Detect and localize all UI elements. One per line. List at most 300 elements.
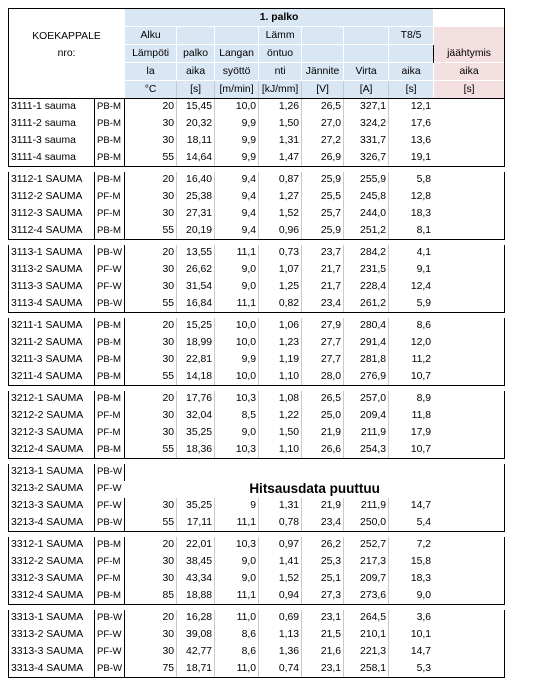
position-code: PF-W	[95, 498, 125, 515]
value-cell: 1,52	[259, 206, 302, 223]
value-cell: 8,9	[389, 391, 434, 408]
value-cell: 11,1	[215, 296, 259, 313]
jaahtymis-cell	[434, 442, 505, 459]
table-row	[9, 464, 505, 481]
value-cell: 1,10	[259, 369, 302, 386]
value-cell: 18,3	[410, 208, 432, 219]
value-cell: 264,5	[344, 610, 389, 627]
value-cell: 23,4	[302, 296, 344, 313]
value-cell: 1,26	[259, 99, 302, 116]
position-code: PF-M	[95, 189, 125, 206]
value-cell: 1,50	[259, 425, 302, 442]
value-cell: 9,4	[215, 223, 259, 240]
position-code: PF-M	[95, 554, 125, 571]
value-cell: 0,73	[259, 245, 302, 262]
specimen-name: 3212-3 SAUMA	[9, 425, 95, 442]
table-row	[9, 262, 505, 279]
jaahtymis-cell	[434, 335, 505, 352]
specimen-name: 3112-1 SAUMA	[9, 172, 95, 189]
value-cell: 27,31	[177, 206, 215, 223]
koekappale-label: KOEKAPPALE	[32, 30, 101, 42]
position-code: PB-W	[95, 296, 125, 313]
value-cell: 15,45	[177, 99, 215, 116]
value-cell: 228,4	[344, 279, 389, 296]
value-cell: 30	[125, 335, 177, 352]
position-code: PF-W	[95, 644, 125, 661]
value-cell: 1,52	[259, 571, 302, 588]
value-cell: 55	[125, 223, 177, 240]
table-row	[9, 610, 505, 627]
value-cell: 211,9	[344, 498, 389, 515]
position-code: PB-M	[95, 99, 125, 116]
value-cell: 244,0	[344, 206, 389, 223]
value-cell: 20	[125, 391, 177, 408]
value-cell: 209,4	[344, 408, 389, 425]
value-cell: 16,84	[177, 296, 215, 313]
value-cell: 26,6	[302, 442, 344, 459]
col-lamm-1: Lämm	[259, 27, 302, 45]
jaahtymis-cell	[434, 116, 505, 133]
value-cell: 1,31	[259, 498, 302, 515]
value-cell: 251,2	[344, 223, 389, 240]
value-cell: 30	[125, 352, 177, 369]
table-row	[9, 661, 505, 678]
value-cell: 13,6	[410, 135, 432, 146]
value-cell: 55	[125, 442, 177, 459]
col-palko-2: aika	[177, 63, 215, 81]
position-code: PB-M	[95, 133, 125, 150]
col-langan-2: syöttö	[215, 63, 259, 81]
value-cell: 1,08	[259, 391, 302, 408]
value-cell: 22,01	[177, 537, 215, 554]
value-cell: 26,2	[302, 537, 344, 554]
value-cell: 25,7	[302, 206, 344, 223]
table-row	[9, 150, 505, 167]
value-cell: 0,82	[259, 296, 302, 313]
value-cell: 261,2	[344, 296, 389, 313]
table-header	[9, 9, 505, 99]
value-cell: 15,8	[410, 556, 432, 567]
value-cell: 30	[125, 262, 177, 279]
table-row	[9, 554, 505, 571]
value-cell: 18,88	[177, 588, 215, 605]
table-row	[9, 335, 505, 352]
value-cell: 26,5	[302, 391, 344, 408]
value-cell: 326,7	[344, 150, 389, 167]
specimen-name: 3111-1 sauma	[9, 99, 95, 116]
value-cell: 55	[125, 296, 177, 313]
value-cell: 0,96	[259, 223, 302, 240]
koekappale-header	[9, 9, 125, 81]
value-cell: 27,2	[302, 133, 344, 150]
value-cell: 27,9	[302, 318, 344, 335]
value-cell: 26,9	[302, 150, 344, 167]
position-code: PB-W	[95, 610, 125, 627]
specimen-name: 3113-1 SAUMA	[9, 245, 95, 262]
table-row	[9, 644, 505, 661]
value-cell: 7,2	[389, 537, 434, 554]
value-cell: 1,07	[259, 262, 302, 279]
value-cell: 11,2	[411, 354, 432, 365]
value-cell: 26,62	[177, 262, 215, 279]
col-alku-3: la	[125, 63, 177, 81]
specimen-name: 3312-4 SAUMA	[9, 588, 95, 605]
table-row	[9, 279, 505, 296]
table-row	[9, 498, 505, 515]
value-cell: 55	[125, 515, 177, 532]
value-cell: 4,1	[389, 245, 434, 262]
jaahtymis-cell	[434, 245, 505, 262]
value-cell: 20	[125, 99, 177, 116]
position-code: PB-M	[95, 369, 125, 386]
value-cell: 9,0	[215, 262, 259, 279]
value-cell: 210,1	[344, 627, 389, 644]
specimen-name: 3212-1 SAUMA	[9, 391, 95, 408]
specimen-name: 3113-2 SAUMA	[9, 262, 95, 279]
value-cell: 9,4	[215, 189, 259, 206]
value-cell: 211,9	[344, 425, 389, 442]
value-cell: 25,9	[302, 223, 344, 240]
jaahtymis-cell	[434, 223, 505, 240]
value-cell: 1,41	[259, 554, 302, 571]
value-cell: 16,40	[177, 172, 215, 189]
value-cell: 23,4	[302, 515, 344, 532]
jaahtymis-cell	[434, 150, 505, 167]
specimen-name: 3211-2 SAUMA	[9, 335, 95, 352]
value-cell: 1,27	[259, 189, 302, 206]
value-cell: 1,06	[259, 318, 302, 335]
weld-data-sheet	[8, 8, 505, 678]
group-title: 1. palko	[125, 9, 434, 27]
specimen-name: 3113-3 SAUMA	[9, 279, 95, 296]
position-code: PF-M	[95, 571, 125, 588]
value-cell: 9,4	[215, 206, 259, 223]
value-cell: 85	[125, 588, 177, 605]
table-row	[9, 425, 505, 442]
col-jaahtymis-2: aika	[434, 63, 505, 81]
jaahtymis-cell	[434, 571, 505, 588]
table-row	[9, 588, 505, 605]
specimen-name: 3211-3 SAUMA	[9, 352, 95, 369]
jaahtymis-cell	[434, 369, 505, 386]
value-cell: 20,19	[177, 223, 215, 240]
value-cell: 11,1	[215, 515, 259, 532]
value-cell: 231,5	[344, 262, 389, 279]
unit-a: [A]	[344, 81, 389, 99]
col-t85-1: T8/5	[389, 27, 434, 45]
specimen-name: 3312-3 SAUMA	[9, 571, 95, 588]
value-cell: 10,0	[215, 318, 259, 335]
position-code: PB-M	[95, 223, 125, 240]
position-code: PB-M	[95, 537, 125, 554]
specimen-name: 3213-2 SAUMA	[9, 481, 95, 498]
col-t85-2: aika	[389, 63, 434, 81]
value-cell: 39,08	[177, 627, 215, 644]
value-cell: 14,18	[177, 369, 215, 386]
table-row	[9, 537, 505, 554]
col-alku-2: Lämpöti	[125, 45, 177, 63]
value-cell: 3,6	[389, 610, 434, 627]
value-cell: 43,34	[177, 571, 215, 588]
value-cell: 17,76	[177, 391, 215, 408]
table-row	[9, 408, 505, 425]
value-cell: 8,5	[215, 408, 259, 425]
value-cell: 30	[125, 116, 177, 133]
value-cell: 209,7	[344, 571, 389, 588]
jaahtymis-cell	[434, 661, 505, 678]
value-cell: 10,7	[389, 442, 434, 459]
value-cell: 16,28	[177, 610, 215, 627]
value-cell: 23,7	[302, 245, 344, 262]
value-cell: 10,3	[215, 442, 259, 459]
value-cell: 9,9	[215, 133, 259, 150]
value-cell: 8,6	[215, 627, 259, 644]
jaahtymis-cell	[434, 498, 505, 515]
value-cell: 25,5	[302, 189, 344, 206]
value-cell: 21,9	[302, 498, 344, 515]
jaahtymis-cell	[434, 189, 505, 206]
table-body	[9, 99, 505, 678]
jaahtymis-cell	[434, 554, 505, 571]
value-cell: 324,2	[344, 116, 389, 133]
value-cell: 0,94	[259, 588, 302, 605]
value-cell: 27,3	[302, 588, 344, 605]
position-code: PB-W	[95, 515, 125, 532]
specimen-name: 3111-3 sauma	[9, 133, 95, 150]
position-code: PF-W	[95, 627, 125, 644]
specimen-name: 3313-3 SAUMA	[9, 644, 95, 661]
specimen-name: 3213-4 SAUMA	[9, 515, 95, 532]
table-row	[9, 99, 505, 116]
value-cell: 14,64	[177, 150, 215, 167]
value-cell: 42,77	[177, 644, 215, 661]
value-cell: 19,1	[389, 150, 434, 167]
value-cell: 1,13	[259, 627, 302, 644]
position-code: PB-W	[95, 661, 125, 678]
col-jaahtymis-1: jäähtymis	[434, 27, 505, 63]
value-cell: 21,7	[302, 279, 344, 296]
value-cell: 13,55	[177, 245, 215, 262]
value-cell: 9,1	[416, 264, 432, 275]
value-cell: 0,69	[259, 610, 302, 627]
position-code: PB-M	[95, 172, 125, 189]
value-cell: 284,2	[344, 245, 389, 262]
value-cell: 9,0	[215, 571, 259, 588]
value-cell: 20,32	[177, 116, 215, 133]
table-row	[9, 296, 505, 313]
value-cell: 22,81	[177, 352, 215, 369]
position-code: PB-M	[95, 352, 125, 369]
value-cell: 0,97	[259, 537, 302, 554]
value-cell: 18,3	[410, 573, 432, 584]
specimen-name: 3213-1 SAUMA	[9, 464, 95, 481]
value-cell: 17,6	[410, 118, 432, 129]
position-code: PF-M	[95, 425, 125, 442]
specimen-name: 3112-2 SAUMA	[9, 189, 95, 206]
col-virta: Virta	[344, 63, 389, 81]
jaahtymis-cell	[434, 610, 505, 627]
jaahtymis-cell	[434, 262, 505, 279]
specimen-name: 3313-4 SAUMA	[9, 661, 95, 678]
position-code: PB-W	[95, 464, 125, 481]
value-cell: 30	[125, 206, 177, 223]
value-cell: 217,3	[344, 554, 389, 571]
table-row	[9, 116, 505, 133]
value-cell: 1,36	[259, 644, 302, 661]
specimen-name: 3113-4 SAUMA	[9, 296, 95, 313]
value-cell: 221,3	[344, 644, 389, 661]
value-cell: 281,8	[344, 352, 389, 369]
value-cell: 280,4	[344, 318, 389, 335]
value-cell: 55	[125, 150, 177, 167]
table-row	[9, 571, 505, 588]
value-cell: 30	[125, 425, 177, 442]
value-cell: 26,5	[302, 99, 344, 116]
value-cell: 10,0	[215, 369, 259, 386]
value-cell: 21,7	[302, 262, 344, 279]
value-cell: 5,8	[389, 172, 434, 189]
value-cell: 8,6	[389, 318, 434, 335]
jaahtymis-cell	[434, 279, 505, 296]
value-cell: 30	[125, 133, 177, 150]
weld-data-table	[8, 8, 505, 678]
value-cell: 8,1	[389, 223, 434, 240]
value-cell: 11,8	[411, 410, 432, 421]
jaahtymis-cell	[434, 206, 505, 223]
value-cell: 1,31	[259, 133, 302, 150]
value-cell: 9	[215, 498, 259, 515]
value-cell: 30	[125, 571, 177, 588]
value-cell: 30	[125, 554, 177, 571]
table-row	[9, 442, 505, 459]
value-cell: 1,47	[259, 150, 302, 167]
value-cell: 5,9	[389, 296, 434, 313]
table-row	[9, 369, 505, 386]
value-cell: 25,1	[302, 571, 344, 588]
value-cell: 1,25	[259, 279, 302, 296]
value-cell: 17,11	[177, 515, 215, 532]
position-code: PB-M	[95, 391, 125, 408]
col-langan-1: Langan	[215, 45, 259, 63]
value-cell: 21,9	[302, 425, 344, 442]
value-cell: 31,54	[177, 279, 215, 296]
jaahtymis-cell	[434, 515, 505, 532]
col-alku-1: Alku	[125, 27, 177, 45]
table-row	[9, 515, 505, 532]
table-row	[9, 352, 505, 369]
value-cell: 21,6	[302, 644, 344, 661]
value-cell: 10,7	[389, 369, 434, 386]
specimen-name: 3312-1 SAUMA	[9, 537, 95, 554]
jaahtymis-cell	[434, 318, 505, 335]
position-code: PF-W	[95, 481, 125, 498]
value-cell: 250,0	[344, 515, 389, 532]
table-row	[9, 245, 505, 262]
value-cell: 254,3	[344, 442, 389, 459]
specimen-name: 3312-2 SAUMA	[9, 554, 95, 571]
value-cell: 291,4	[344, 335, 389, 352]
value-cell: 25,3	[302, 554, 344, 571]
value-cell: 9,0	[215, 425, 259, 442]
value-cell: 12,0	[410, 337, 432, 348]
position-code: PF-M	[95, 408, 125, 425]
value-cell: 18,71	[177, 661, 215, 678]
value-cell: 20	[125, 172, 177, 189]
value-cell: 11,1	[215, 245, 259, 262]
value-cell: 9,0	[215, 554, 259, 571]
value-cell: 10,0	[215, 99, 259, 116]
table-row	[9, 391, 505, 408]
col-jannite: Jännite	[302, 63, 344, 81]
value-cell: 276,9	[344, 369, 389, 386]
value-cell: 10,3	[215, 537, 259, 554]
value-cell: 32,04	[177, 408, 215, 425]
value-cell: 23,1	[302, 661, 344, 678]
value-cell: 273,6	[344, 588, 389, 605]
value-cell: 1,22	[259, 408, 302, 425]
position-code: PB-W	[95, 245, 125, 262]
specimen-name: 3313-1 SAUMA	[9, 610, 95, 627]
value-cell: 27,7	[302, 352, 344, 369]
value-cell: 30	[125, 408, 177, 425]
value-cell: 0,87	[259, 172, 302, 189]
value-cell: 14,7	[410, 646, 432, 657]
specimen-name: 3211-4 SAUMA	[9, 369, 95, 386]
position-code: PB-M	[95, 150, 125, 167]
value-cell: 17,9	[410, 427, 432, 438]
value-cell: 5,4	[389, 515, 434, 532]
table-row	[9, 206, 505, 223]
col-lamm-3: nti	[259, 63, 302, 81]
value-cell: 20	[125, 610, 177, 627]
specimen-name: 3111-2 sauma	[9, 116, 95, 133]
position-code: PB-M	[95, 335, 125, 352]
specimen-name: 3313-2 SAUMA	[9, 627, 95, 644]
table-row	[9, 133, 505, 150]
value-cell: 28,0	[302, 369, 344, 386]
jaahtymis-cell	[434, 296, 505, 313]
value-cell: 10,3	[215, 391, 259, 408]
value-cell: 20	[125, 537, 177, 554]
value-cell: 25,38	[177, 189, 215, 206]
value-cell: 9,9	[215, 352, 259, 369]
specimen-name: 3211-1 SAUMA	[9, 318, 95, 335]
specimen-name: 3212-4 SAUMA	[9, 442, 95, 459]
jaahtymis-cell	[434, 408, 505, 425]
value-cell: 1,50	[259, 116, 302, 133]
value-cell: 12,1	[389, 99, 434, 116]
position-code: PB-M	[95, 442, 125, 459]
value-cell: 1,23	[259, 335, 302, 352]
value-cell: 9,0	[389, 588, 434, 605]
missing-data-notice: Hitsausdata puuttuu	[125, 464, 505, 498]
position-code: PB-M	[95, 116, 125, 133]
unit-s-t85: [s]	[389, 81, 434, 99]
value-cell: 35,25	[177, 425, 215, 442]
value-cell: 12,8	[410, 191, 432, 202]
value-cell: 11,0	[215, 610, 259, 627]
value-cell: 11,1	[215, 588, 259, 605]
value-cell: 8,6	[215, 644, 259, 661]
unit-s: [s]	[177, 81, 215, 99]
value-cell: 10,0	[215, 335, 259, 352]
value-cell: 9,0	[215, 279, 259, 296]
value-cell: 38,45	[177, 554, 215, 571]
jaahtymis-cell	[434, 627, 505, 644]
value-cell: 255,9	[344, 172, 389, 189]
table-row	[9, 189, 505, 206]
value-cell: 30	[125, 279, 177, 296]
